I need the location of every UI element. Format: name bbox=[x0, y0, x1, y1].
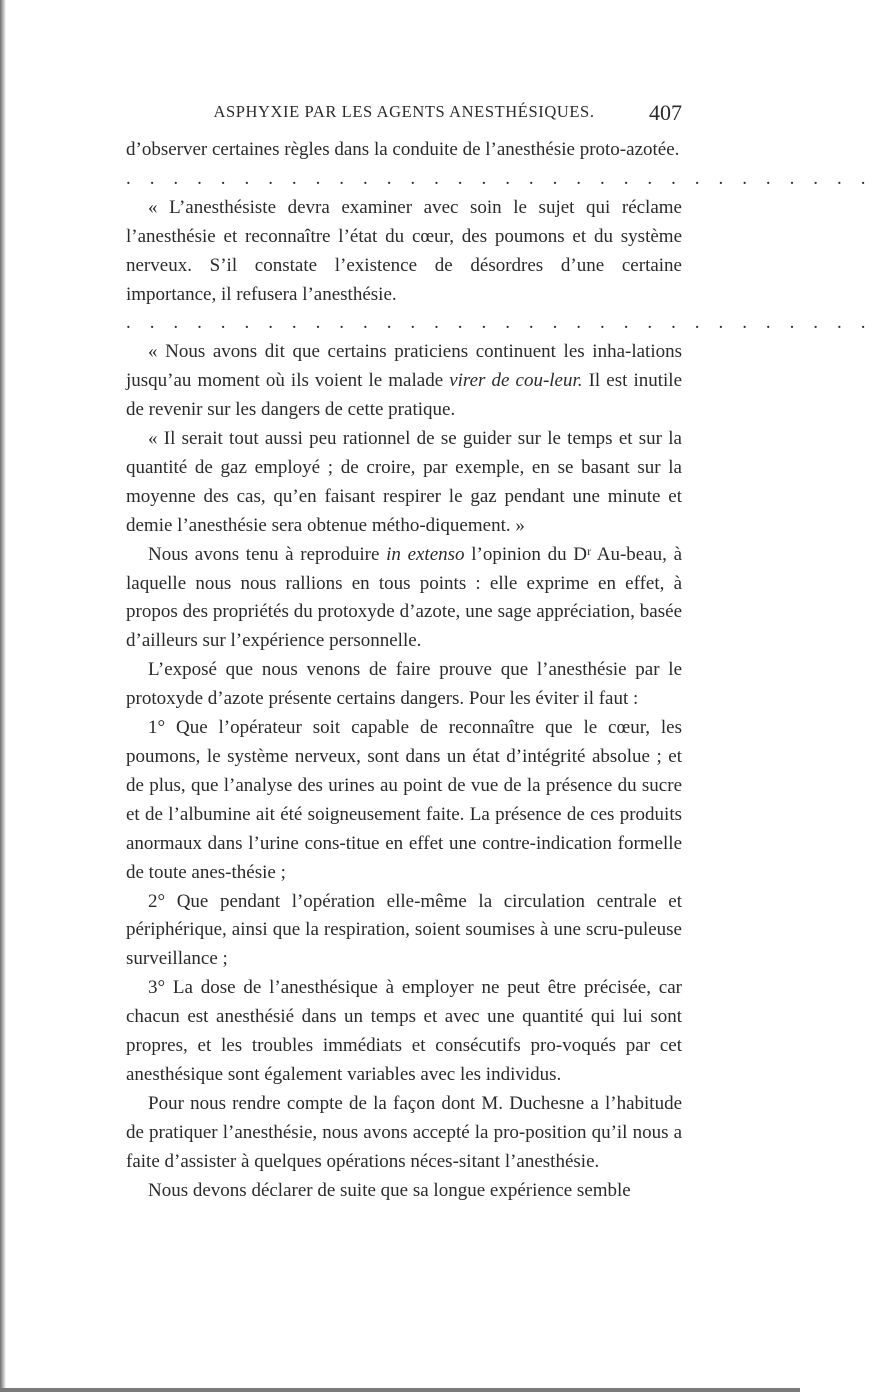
paragraph-6: L’exposé que nous venons de faire prouve que l’anesthésie par le protoxyde d’azote présente certains dangers. Pour les éviter il faut : bbox=[126, 659, 682, 710]
paragraph-4: « Il serait tout aussi peu rationnel de se guider sur le temps et sur la quantité de gaz employé ; de croire, par exemple, en se basant sur la moyenne des cas, qu’en faisant respirer le gaz pendant une minute et demie l’anesthésie sera obtenue métho-diquement. » bbox=[126, 428, 682, 536]
paragraph-5-text-b: l’opinion du Dʳ Au-beau, à laquelle nous nous rallions en tous points : elle exprime en effet, à propos des propriétés du protoxyde d’azote, une sage appréciation, basée d’ailleurs sur l’expérience personnelle. bbox=[126, 543, 682, 652]
page-left-shadow bbox=[0, 0, 6, 1392]
paragraph-11: Nous devons déclarer de suite que sa longue expérience semble bbox=[148, 1179, 631, 1201]
paragraph-10: Pour nous rendre compte de la façon dont M. Duchesne a l’habitude de pratiquer l’anesthésie, nous avons accepté la pro-position qu’il nous a faite d’assister à quelques opérations néces-sitant l’anesthésie. bbox=[126, 1092, 682, 1172]
ellipsis-line-1: . . . . . . . . . . . . . . . . . . . . . . . . . . . . . . . . bbox=[126, 167, 873, 189]
paragraph-2: « L’anesthésiste devra examiner avec soin le sujet qui réclame l’anesthésie et reconnaître l’état du cœur, des poumons et du système nerveux. S’il constate l’existence de désordres d’une certaine importance, il refusera l’anesthésie. bbox=[126, 196, 682, 305]
running-head bbox=[126, 100, 682, 126]
body-text bbox=[126, 136, 873, 1206]
paragraph-7: 1° Que l’opérateur soit capable de reconnaître que le cœur, les poumons, le système nerveux, sont dans un état d’intégrité absolue ; et de plus, que l’analyse des urines au point de vue de la présence du sucre et de l’albumine ait été soigneusement faite. La présence de ces produits anormaux dans l’urine cons-titue en effet une contre-indication formelle de toute anes-thésie ; bbox=[126, 717, 682, 883]
running-title: ASPHYXIE PAR LES AGENTS ANESTHÉSIQUES. bbox=[213, 102, 595, 121]
ellipsis-line-2: . . . . . . . . . . . . . . . . . . . . . . . . . . . . . . . . bbox=[126, 312, 873, 334]
paragraph-3-text-a: « Nous avons dit que certains praticiens continuent les inha-lations jusqu’au moment où ils voient le malade bbox=[126, 341, 682, 392]
paragraph-1: d’observer certaines règles dans la conduite de l’anesthésie proto-azotée. bbox=[126, 139, 680, 160]
paragraph-5-text-a: Nous avons tenu à reproduire bbox=[148, 543, 387, 565]
paragraph-5 bbox=[126, 541, 682, 657]
paragraph-3-text-b: Il est inutile de revenir sur les dangers de cette pratique. bbox=[126, 370, 683, 421]
paragraph-3-italic: virer de cou-leur. bbox=[449, 370, 583, 392]
page-number: 407 bbox=[649, 100, 682, 125]
paragraph-9: 3° La dose de l’anesthésique à employer ne peut être précisée, car chacun est anesthésié dans un temps et avec une quantité qui lui sont propres, et les troubles immédiats et consécutifs pro-voqués par cet anesthésique sont également variables avec les individus. bbox=[126, 977, 682, 1085]
page-bottom-edge bbox=[0, 1388, 800, 1392]
paragraph-3 bbox=[126, 338, 682, 425]
book-page bbox=[126, 100, 873, 1206]
paragraph-5-italic: in extenso bbox=[386, 543, 465, 565]
paragraph-8: 2° Que pendant l’opération elle-même la circulation centrale et périphérique, ainsi que la respiration, soient soumises à une scru-puleuse surveillance ; bbox=[126, 890, 682, 970]
